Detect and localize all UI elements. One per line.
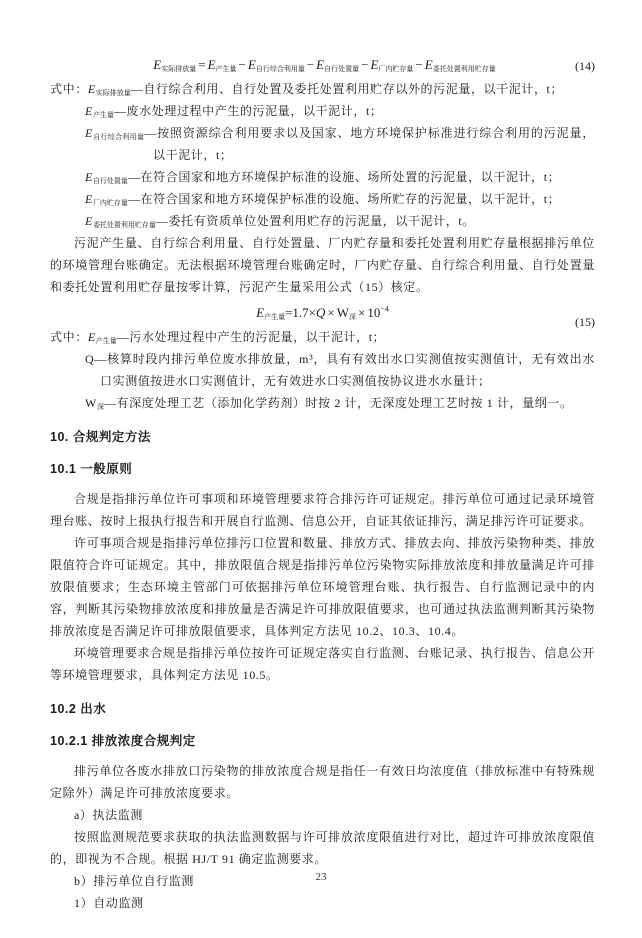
symbol-subscript: 委托处置利用贮存量 [92,221,156,229]
formula-term [359,57,413,72]
symbol-subscript: 产生量 [264,313,286,321]
formula-symbol [88,330,117,344]
definition-item [50,392,595,414]
page-number: 23 [315,871,327,883]
symbol-subscript: 厂内贮存量 [378,65,414,73]
symbol-base: E [85,214,93,228]
paragraph-enforcement-monitoring: 按照监测规范要求获取的执法监测数据与许可排放浓度限值进行对比，超过许可排放浓度限值的，即视为不合规。根据 HJ/T 91 确定监测要求。 [50,830,595,866]
symbol-base: Q [85,352,95,366]
definition-text: —在符合国家和地方环境保护标准的设施、场所贮存的污泥量，以干泥计，t； [127,192,561,206]
definition-text: —委托有资质单位处置利用贮存的污泥量，以干泥计，t。 [155,214,475,228]
formula-symbol [85,126,144,140]
definition-text: —按照资源综合利用要求以及国家、地方环境保护标准进行综合利用的污泥量，以干泥计，t； [144,126,595,162]
formula-symbol [88,82,131,96]
paragraph-sludge-accounting: 污泥产生量、自行综合利用量、自行处置量、厂内贮存量和委托处置利用贮存量根据排污单位的环境管理台账确定。无法根据环境管理台账确定时，厂内贮存量、自行综合利用量、自行处置量和委托处置利用贮存量按零计算，污泥产生量采用公式（15）核定。 [50,236,595,294]
symbol-subscript: 实际排放量 [161,65,197,73]
operator: = [198,57,206,72]
definition-text: —有深度处理工艺（添加化学药剂）时按 2 计，无深度处理工艺时按 1 计，量纲一。 [103,396,573,410]
formula-term [413,57,495,72]
definition-item [50,122,595,166]
equation-number-14: (14) [575,59,595,73]
definition-item [50,326,595,348]
formula-14 [50,54,595,76]
symbol-base: W [85,396,97,410]
heading-section-10-1: 10.1 一般原则 [50,462,133,476]
symbol-subscript: 厂内贮存量 [92,199,128,207]
heading-section-10: 10. 合规判定方法 [50,430,151,444]
symbol-base: E [85,170,93,184]
formula-symbol [85,192,128,206]
symbol-base: E [256,305,265,320]
symbol-subscript: 产生量 [95,337,117,345]
formula-symbol [85,352,94,366]
definition-text: —核算时段内排污单位废水排放量，m³，具有有效出水口实测值按实测值计，无有效出水口实测值按进水口实测值计，无有效进水口实测值按协议进水水量计； [94,352,595,388]
definition-text: —废水处理过程中产生的污泥量，以干泥计，t； [113,104,383,118]
formula-symbol [85,170,128,184]
formula-lhs [256,305,285,320]
list-item-1-auto-monitoring: 1）自动监测 [74,896,144,910]
symbol-subscript: 实际排放量 [95,89,131,97]
paragraph-compliance-general: 合规是指排污单位许可事项和环境管理要求符合排污许可证规定。排污单位可通过记录环境管理台账、按时上报执行报告和开展自行监测、信息公开，自证其依证排污，满足排污许可证要求。 [50,492,595,528]
heading-section-10-2-1: 10.2.1 排放浓度合规判定 [50,734,196,748]
paragraph-permit-items-compliance: 许可事项合规是指排污单位排污口位置和数量、排放方式、排放去向、排放污染物种类、排放限值符合许可证规定。其中，排放限值合规是指排污单位污染物实际排放浓度和排放量满足许可排放限值要求；生态环境主管部门可依据排污单位环境管理台账、执行报告、自行监测记录中的内容，判断其污染物排放浓度和排放量是否满足许可排放限值要求，也可通过执法监测判断其污染物排放浓度是否满足许可排放限值要求，具体判定方法见 10.2、10.3、10.4。 [50,536,595,638]
equation-number-15: (15) [575,315,595,329]
operator: × [327,305,335,320]
symbol-subscript: 自行处置量 [324,65,360,73]
power-base: 10 [367,305,381,320]
formula-middle: =1.7× [285,305,316,320]
where-label: 式中： [50,82,88,96]
formula-term [196,57,236,72]
formula-term [149,57,196,72]
symbol-base: E [87,82,96,96]
definition-item [50,78,595,100]
heading-section-10-2: 10.2 出水 [50,702,107,716]
power-exponent: −4 [380,304,389,314]
definition-text: —污水处理过程中产生的污泥量，以干泥计，t； [116,330,386,344]
symbol-subscript: 自行处置量 [92,177,128,185]
formula-term [237,57,305,72]
paragraph-env-management-compliance: 环境管理要求合规是指排污单位按许可证规定落实自行监测、台账记录、执行报告、信息公开等环境管理要求，具体判定方法见 10.5。 [50,646,595,682]
where-label: 式中： [50,330,88,344]
symbol-base: E [85,104,93,118]
list-item-a-enforcement-monitoring: a）执法监测 [74,808,143,822]
formula-14-definitions [50,78,595,232]
formula-15-definitions [50,326,595,414]
formula-symbol [85,396,104,410]
symbol-w [337,305,356,320]
symbol-base: E [85,126,93,140]
operator: − [361,57,369,72]
symbol-subscript: 委托处置利用贮存量 [432,65,496,73]
definition-item [50,188,595,210]
symbol-subscript: 产生量 [215,65,237,73]
formula-15 [50,302,595,329]
symbol-subscript: 产生量 [92,111,114,119]
formula-symbol [85,104,114,118]
operator: − [238,57,246,72]
symbol-subscript: 深 [349,313,357,321]
symbol-base: E [87,330,96,344]
symbol-subscript: 自行综合利用量 [92,133,145,141]
symbol-base: E [424,57,433,72]
symbol-q: Q [316,305,326,320]
symbol-subscript: 深 [96,403,104,411]
definition-text: —自行综合利用、自行处置及委托处置利用贮存以外的污泥量，以干泥计，t； [130,82,564,96]
symbol-base: E [153,57,162,72]
symbol-base: E [316,57,325,72]
symbol-base: E [85,192,93,206]
symbol-base: E [370,57,379,72]
symbol-base: E [247,57,256,72]
formula-symbol [85,214,156,228]
symbol-base: E [207,57,216,72]
definition-item [50,348,595,392]
operator: − [415,57,423,72]
definition-text: —在符合国家和地方环境保护标准的设施、场所处置的污泥量，以干泥计，t； [127,170,561,184]
symbol-subscript: 自行综合利用量 [255,65,305,73]
definition-item [50,100,595,122]
paragraph-discharge-concentration: 排污单位各废水排放口污染物的排放浓度合规是指任一有效日均浓度值（排放标准中有特殊规定除外）满足许可排放浓度要求。 [50,764,595,800]
symbol-base: W [336,305,350,320]
operator: − [306,57,315,72]
list-item-b-self-monitoring: b）排污单位自行监测 [74,874,195,888]
definition-item [50,210,595,232]
formula-term [305,57,359,72]
operator: × [358,305,366,320]
definition-item [50,166,595,188]
